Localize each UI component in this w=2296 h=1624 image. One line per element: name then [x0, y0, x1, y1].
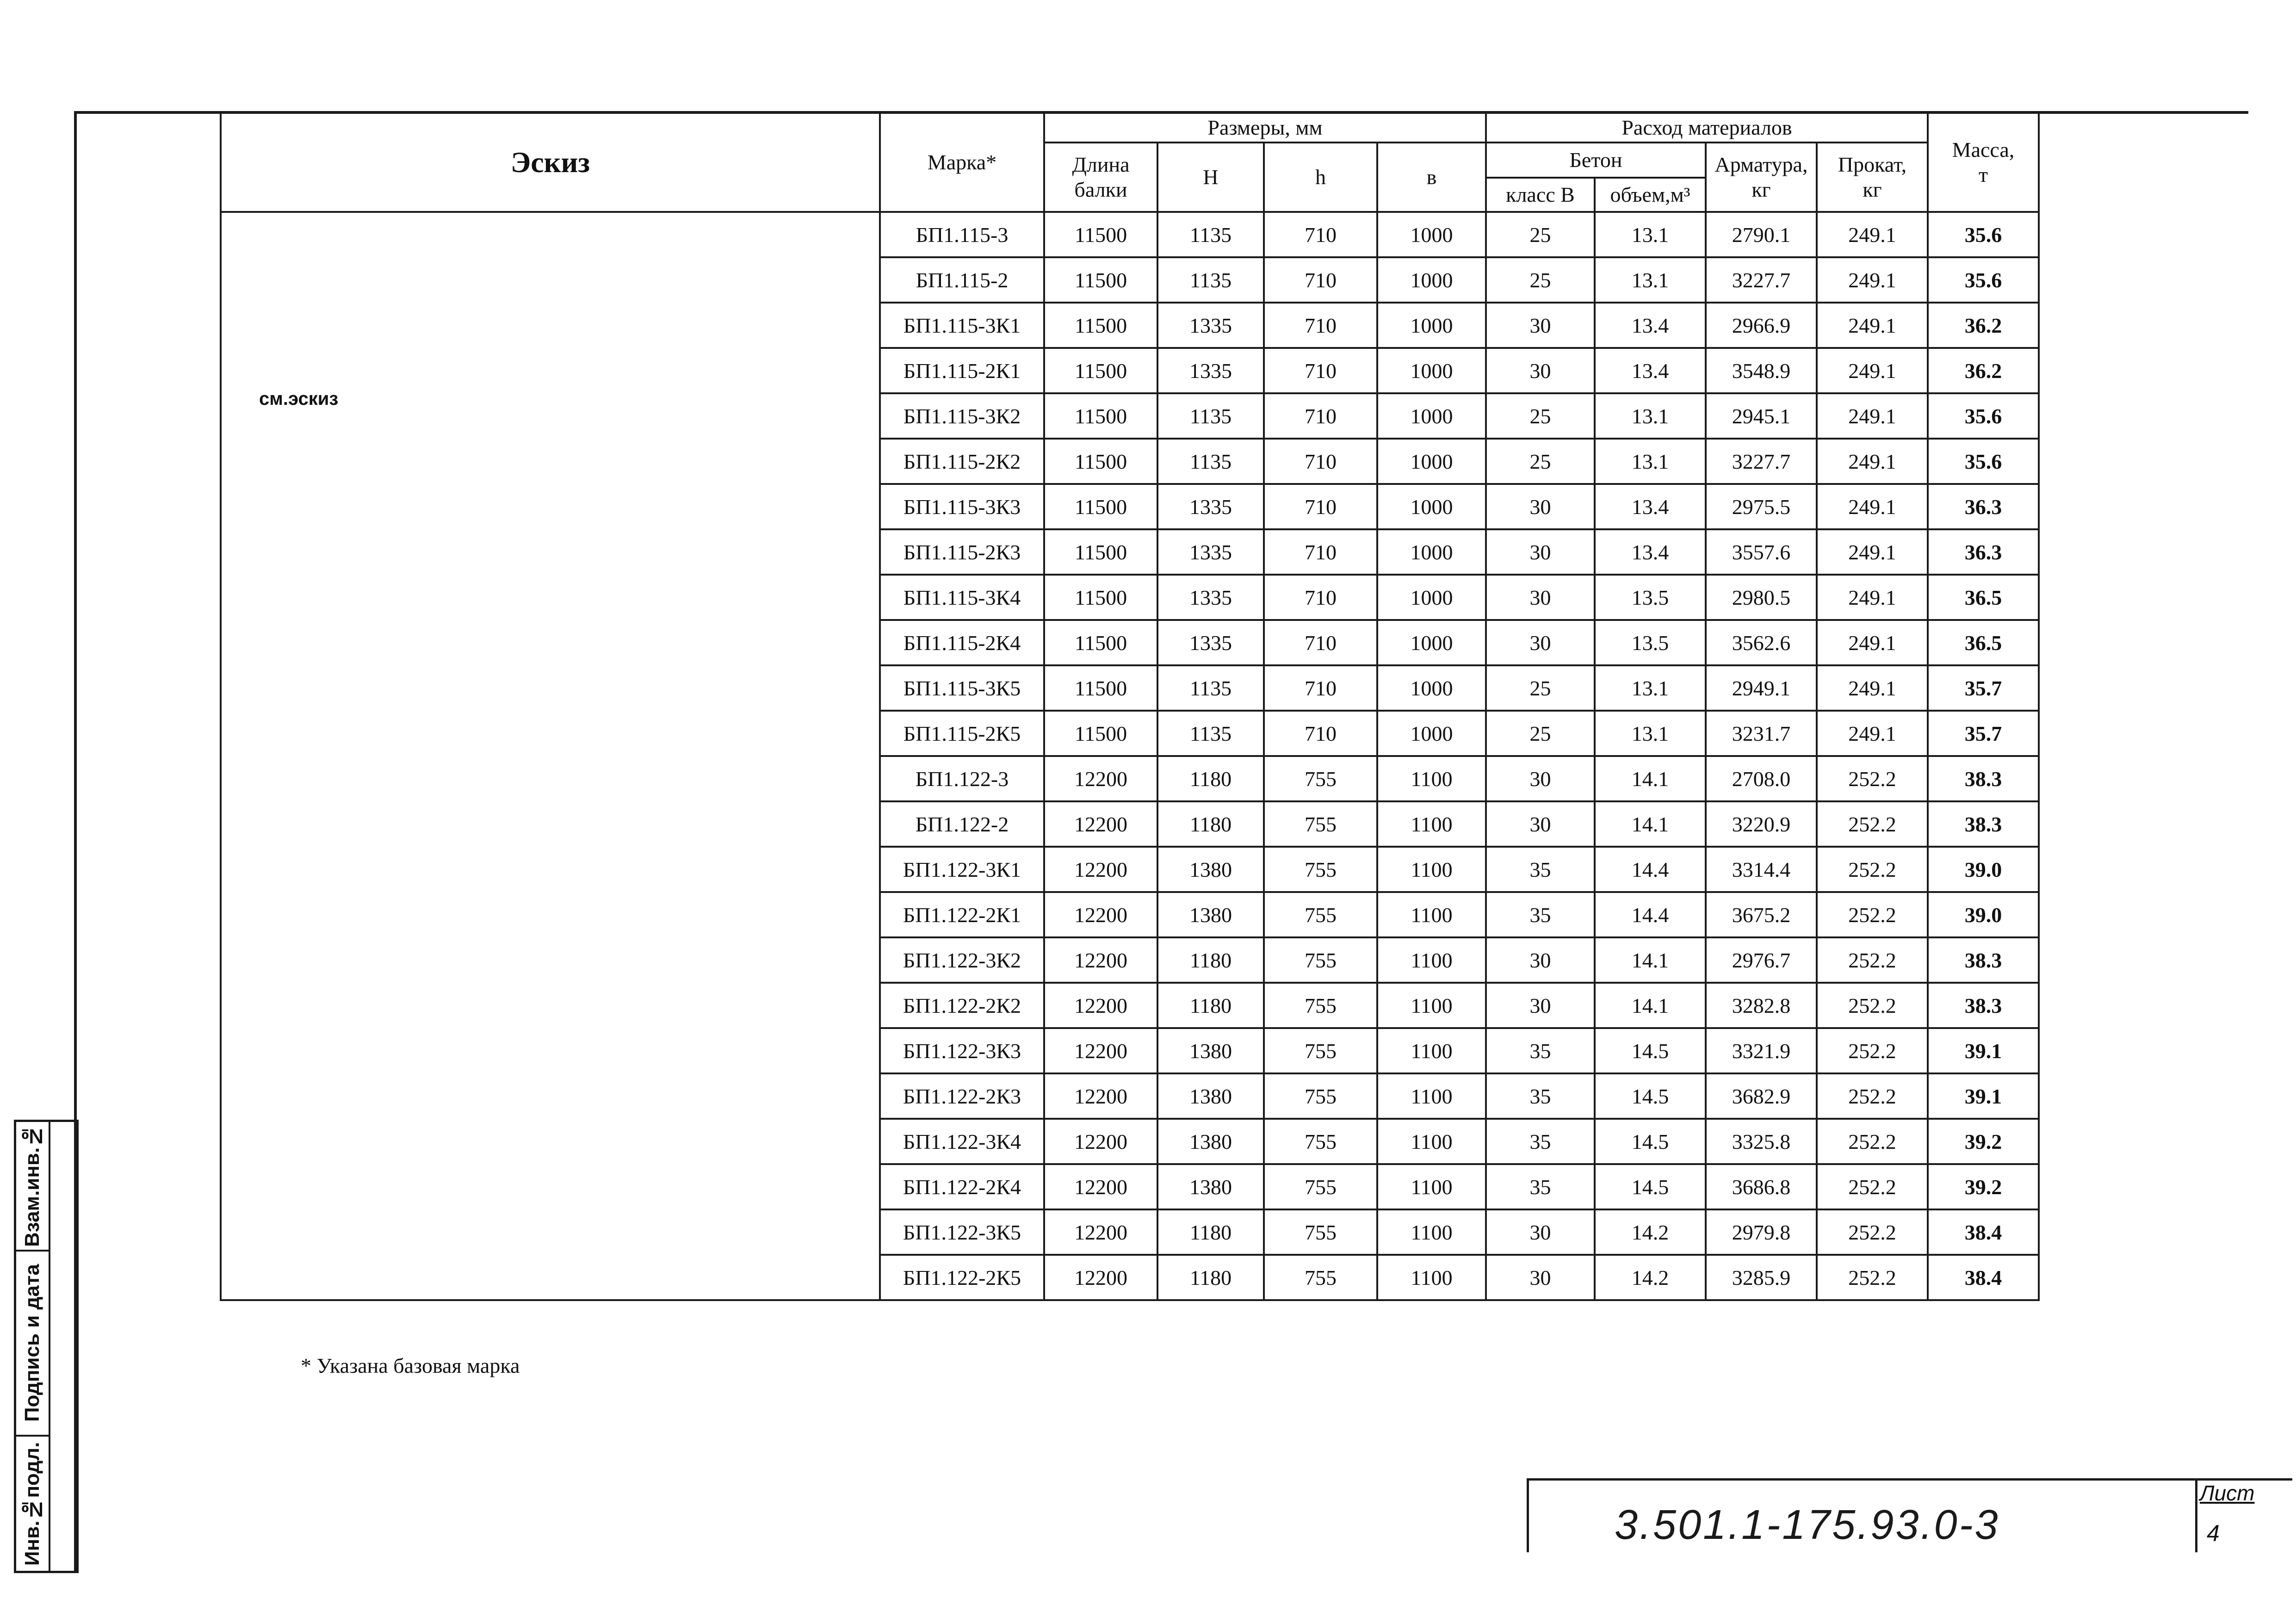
- cell-mass: 35.6: [1928, 257, 2039, 303]
- cell-mark: БП1.122-2К4: [880, 1164, 1044, 1209]
- cell-length: 12200: [1044, 756, 1157, 801]
- cell-H: 1335: [1157, 529, 1264, 575]
- cell-H: 1135: [1157, 711, 1264, 756]
- cell-h: 710: [1264, 711, 1377, 756]
- header-length-line1: Длина: [1072, 153, 1130, 176]
- cell-rolled: 252.2: [1817, 1209, 1928, 1255]
- cell-volume: 14.1: [1595, 801, 1706, 847]
- cell-mark: БП1.122-2: [880, 801, 1044, 847]
- cell-H: 1180: [1157, 801, 1264, 847]
- cell-rolled: 252.2: [1817, 983, 1928, 1028]
- table-row: [221, 212, 2039, 257]
- cell-class: 30: [1486, 303, 1595, 348]
- cell-b: 1000: [1377, 575, 1486, 620]
- cell-length: 11500: [1044, 665, 1157, 711]
- cell-length: 11500: [1044, 711, 1157, 756]
- cell-mass: 38.3: [1928, 983, 2039, 1028]
- cell-rebar: 2975.5: [1706, 484, 1817, 529]
- cell-volume: 13.5: [1595, 620, 1706, 665]
- cell-volume: 13.4: [1595, 484, 1706, 529]
- beam-specification-table: [220, 112, 2040, 1301]
- cell-b: 1000: [1377, 303, 1486, 348]
- sketch-area: [221, 212, 880, 1300]
- cell-H: 1180: [1157, 1255, 1264, 1300]
- cell-class: 30: [1486, 937, 1595, 983]
- cell-rolled: 249.1: [1817, 257, 1928, 303]
- cell-h: 755: [1264, 1164, 1377, 1209]
- cell-H: 1135: [1157, 212, 1264, 257]
- header-rebar-line1: Арматура,: [1714, 153, 1808, 176]
- header-rebar: [1706, 143, 1817, 212]
- cell-mass: 38.3: [1928, 801, 2039, 847]
- cell-mass: 39.0: [1928, 892, 2039, 937]
- cell-mark: БП1.115-3К5: [880, 665, 1044, 711]
- cell-length: 11500: [1044, 575, 1157, 620]
- cell-rebar: 3285.9: [1706, 1255, 1817, 1300]
- cell-mass: 38.4: [1928, 1255, 2039, 1300]
- cell-class: 25: [1486, 393, 1595, 439]
- cell-class: 35: [1486, 892, 1595, 937]
- cell-rolled: 252.2: [1817, 1119, 1928, 1164]
- cell-b: 1100: [1377, 847, 1486, 892]
- cell-length: 12200: [1044, 847, 1157, 892]
- header-class: класс В: [1486, 178, 1595, 212]
- cell-rolled: 249.1: [1817, 529, 1928, 575]
- cell-length: 11500: [1044, 212, 1157, 257]
- cell-volume: 14.1: [1595, 937, 1706, 983]
- cell-volume: 13.1: [1595, 665, 1706, 711]
- cell-rebar: 2949.1: [1706, 665, 1817, 711]
- cell-rebar: 3282.8: [1706, 983, 1817, 1028]
- cell-H: 1180: [1157, 983, 1264, 1028]
- cell-class: 30: [1486, 801, 1595, 847]
- cell-volume: 13.1: [1595, 711, 1706, 756]
- cell-b: 1000: [1377, 711, 1486, 756]
- cell-class: 30: [1486, 756, 1595, 801]
- cell-mass: 36.3: [1928, 484, 2039, 529]
- cell-rebar: 3231.7: [1706, 711, 1817, 756]
- cell-rebar: 2790.1: [1706, 212, 1817, 257]
- cell-mass: 36.3: [1928, 529, 2039, 575]
- cell-mark: БП1.122-3К4: [880, 1119, 1044, 1164]
- side-inv-no: Инв.№подл.: [21, 1442, 43, 1566]
- header-rebar-line2: кг: [1751, 178, 1771, 201]
- cell-length: 11500: [1044, 393, 1157, 439]
- cell-h: 755: [1264, 1028, 1377, 1073]
- cell-length: 12200: [1044, 1164, 1157, 1209]
- cell-h: 710: [1264, 575, 1377, 620]
- side-cell-inv: [16, 1437, 49, 1571]
- cell-class: 30: [1486, 348, 1595, 393]
- cell-mass: 38.4: [1928, 1209, 2039, 1255]
- cell-mass: 35.6: [1928, 439, 2039, 484]
- cell-length: 12200: [1044, 892, 1157, 937]
- cell-h: 755: [1264, 892, 1377, 937]
- cell-mass: 39.0: [1928, 847, 2039, 892]
- cell-h: 710: [1264, 257, 1377, 303]
- cell-h: 710: [1264, 665, 1377, 711]
- cell-length: 11500: [1044, 439, 1157, 484]
- cell-H: 1380: [1157, 1164, 1264, 1209]
- cell-h: 710: [1264, 439, 1377, 484]
- cell-b: 1100: [1377, 1028, 1486, 1073]
- cell-volume: 14.5: [1595, 1119, 1706, 1164]
- cell-H: 1335: [1157, 575, 1264, 620]
- cell-mark: БП1.115-2К3: [880, 529, 1044, 575]
- cell-mass: 35.7: [1928, 665, 2039, 711]
- cell-volume: 13.4: [1595, 303, 1706, 348]
- cell-b: 1100: [1377, 892, 1486, 937]
- sketch-reference-note: см.эскиз: [259, 389, 339, 409]
- cell-class: 25: [1486, 439, 1595, 484]
- header-dimensions: Размеры, мм: [1044, 113, 1486, 143]
- cell-rolled: 252.2: [1817, 1255, 1928, 1300]
- cell-h: 755: [1264, 1119, 1377, 1164]
- cell-volume: 14.4: [1595, 892, 1706, 937]
- cell-h: 755: [1264, 1209, 1377, 1255]
- cell-rebar: 3682.9: [1706, 1073, 1817, 1119]
- cell-mark: БП1.115-3К3: [880, 484, 1044, 529]
- cell-h: 755: [1264, 1255, 1377, 1300]
- side-replace-inv: Взам.инв.№: [21, 1124, 43, 1247]
- cell-length: 11500: [1044, 303, 1157, 348]
- cell-b: 1100: [1377, 1119, 1486, 1164]
- cell-mark: БП1.122-3К1: [880, 847, 1044, 892]
- cell-mass: 36.2: [1928, 303, 2039, 348]
- cell-volume: 13.4: [1595, 529, 1706, 575]
- cell-rolled: 249.1: [1817, 393, 1928, 439]
- cell-H: 1335: [1157, 303, 1264, 348]
- cell-volume: 14.5: [1595, 1028, 1706, 1073]
- cell-rolled: 249.1: [1817, 711, 1928, 756]
- cell-class: 35: [1486, 847, 1595, 892]
- cell-mass: 39.2: [1928, 1164, 2039, 1209]
- cell-b: 1000: [1377, 393, 1486, 439]
- cell-length: 12200: [1044, 1073, 1157, 1119]
- cell-mark: БП1.115-3К2: [880, 393, 1044, 439]
- cell-length: 11500: [1044, 484, 1157, 529]
- cell-volume: 14.5: [1595, 1073, 1706, 1119]
- cell-mark: БП1.122-3: [880, 756, 1044, 801]
- cell-h: 710: [1264, 484, 1377, 529]
- header-H: Н: [1157, 143, 1264, 212]
- cell-length: 11500: [1044, 257, 1157, 303]
- cell-length: 12200: [1044, 1119, 1157, 1164]
- cell-h: 710: [1264, 348, 1377, 393]
- cell-H: 1335: [1157, 484, 1264, 529]
- cell-b: 1000: [1377, 257, 1486, 303]
- cell-class: 30: [1486, 620, 1595, 665]
- cell-H: 1380: [1157, 1119, 1264, 1164]
- cell-volume: 14.4: [1595, 847, 1706, 892]
- cell-mark: БП1.122-2К1: [880, 892, 1044, 937]
- cell-rebar: 3321.9: [1706, 1028, 1817, 1073]
- cell-H: 1135: [1157, 393, 1264, 439]
- cell-b: 1000: [1377, 620, 1486, 665]
- footnote: * Указана базовая марка: [301, 1354, 520, 1377]
- cell-class: 30: [1486, 1209, 1595, 1255]
- cell-mass: 39.1: [1928, 1073, 2039, 1119]
- cell-mark: БП1.122-2К3: [880, 1073, 1044, 1119]
- cell-volume: 13.1: [1595, 393, 1706, 439]
- cell-mark: БП1.115-2К5: [880, 711, 1044, 756]
- cell-mark: БП1.115-2К4: [880, 620, 1044, 665]
- sheet-number: 4: [2207, 1520, 2220, 1546]
- side-divider: [49, 1122, 50, 1571]
- cell-volume: 14.1: [1595, 756, 1706, 801]
- cell-mass: 35.6: [1928, 212, 2039, 257]
- cell-mark: БП1.122-3К2: [880, 937, 1044, 983]
- cell-class: 35: [1486, 1164, 1595, 1209]
- cell-H: 1135: [1157, 665, 1264, 711]
- cell-rebar: 3227.7: [1706, 439, 1817, 484]
- cell-mark: БП1.115-2К2: [880, 439, 1044, 484]
- cell-rolled: 252.2: [1817, 1028, 1928, 1073]
- cell-h: 710: [1264, 212, 1377, 257]
- cell-rolled: 252.2: [1817, 892, 1928, 937]
- cell-rolled: 249.1: [1817, 303, 1928, 348]
- cell-mass: 36.5: [1928, 575, 2039, 620]
- cell-H: 1135: [1157, 439, 1264, 484]
- cell-class: 25: [1486, 711, 1595, 756]
- cell-mass: 38.3: [1928, 937, 2039, 983]
- cell-rolled: 252.2: [1817, 937, 1928, 983]
- cell-h: 755: [1264, 983, 1377, 1028]
- cell-rebar: 2979.8: [1706, 1209, 1817, 1255]
- cell-rebar: 2976.7: [1706, 937, 1817, 983]
- cell-rolled: 252.2: [1817, 801, 1928, 847]
- cell-h: 755: [1264, 937, 1377, 983]
- cell-length: 11500: [1044, 348, 1157, 393]
- header-b: в: [1377, 143, 1486, 212]
- side-stamp: [14, 1120, 79, 1573]
- cell-length: 11500: [1044, 620, 1157, 665]
- cell-mark: БП1.122-2К2: [880, 983, 1044, 1028]
- cell-rolled: 252.2: [1817, 847, 1928, 892]
- cell-H: 1335: [1157, 620, 1264, 665]
- cell-b: 1000: [1377, 348, 1486, 393]
- cell-class: 30: [1486, 529, 1595, 575]
- cell-mark: БП1.122-3К3: [880, 1028, 1044, 1073]
- cell-rebar: 3325.8: [1706, 1119, 1817, 1164]
- cell-h: 755: [1264, 1073, 1377, 1119]
- cell-volume: 14.1: [1595, 983, 1706, 1028]
- header-volume: объем,м³: [1595, 178, 1706, 212]
- header-rolled: [1817, 143, 1928, 212]
- cell-b: 1100: [1377, 983, 1486, 1028]
- side-cell-replace: [16, 1122, 49, 1252]
- cell-volume: 13.1: [1595, 257, 1706, 303]
- cell-rebar: 3562.6: [1706, 620, 1817, 665]
- side-sign-date: Подпись и дата: [21, 1264, 43, 1422]
- cell-H: 1380: [1157, 847, 1264, 892]
- sheet-label: Лист: [2200, 1481, 2255, 1505]
- cell-length: 11500: [1044, 529, 1157, 575]
- cell-rolled: 249.1: [1817, 665, 1928, 711]
- cell-rolled: 252.2: [1817, 1164, 1928, 1209]
- cell-volume: 13.4: [1595, 348, 1706, 393]
- cell-h: 710: [1264, 303, 1377, 348]
- header-mass-line2: т: [1978, 163, 1988, 186]
- cell-b: 1100: [1377, 937, 1486, 983]
- cell-rebar: 3220.9: [1706, 801, 1817, 847]
- cell-rolled: 249.1: [1817, 439, 1928, 484]
- cell-class: 35: [1486, 1028, 1595, 1073]
- cell-rolled: 252.2: [1817, 1073, 1928, 1119]
- cell-class: 25: [1486, 212, 1595, 257]
- cell-mass: 38.3: [1928, 756, 2039, 801]
- cell-class: 25: [1486, 257, 1595, 303]
- cell-volume: 14.5: [1595, 1164, 1706, 1209]
- cell-h: 710: [1264, 393, 1377, 439]
- cell-h: 755: [1264, 756, 1377, 801]
- cell-rebar: 2966.9: [1706, 303, 1817, 348]
- cell-length: 12200: [1044, 1209, 1157, 1255]
- cell-volume: 14.2: [1595, 1255, 1706, 1300]
- cell-mark: БП1.115-3К4: [880, 575, 1044, 620]
- cell-mass: 36.5: [1928, 620, 2039, 665]
- cell-b: 1100: [1377, 1073, 1486, 1119]
- cell-h: 755: [1264, 847, 1377, 892]
- header-h: h: [1264, 143, 1377, 212]
- cell-volume: 13.5: [1595, 575, 1706, 620]
- cell-H: 1180: [1157, 937, 1264, 983]
- cell-H: 1380: [1157, 892, 1264, 937]
- cell-mark: БП1.115-2: [880, 257, 1044, 303]
- cell-mark: БП1.115-2К1: [880, 348, 1044, 393]
- cell-b: 1100: [1377, 756, 1486, 801]
- cell-rolled: 252.2: [1817, 756, 1928, 801]
- cell-mass: 35.6: [1928, 393, 2039, 439]
- cell-H: 1180: [1157, 1209, 1264, 1255]
- header-materials: Расход материалов: [1486, 113, 1928, 143]
- cell-volume: 13.1: [1595, 439, 1706, 484]
- cell-mark: БП1.115-3: [880, 212, 1044, 257]
- cell-rebar: 3227.7: [1706, 257, 1817, 303]
- cell-b: 1100: [1377, 801, 1486, 847]
- side-cell-sign: [16, 1252, 49, 1437]
- cell-length: 12200: [1044, 937, 1157, 983]
- cell-class: 35: [1486, 1119, 1595, 1164]
- cell-rebar: 3314.4: [1706, 847, 1817, 892]
- cell-rebar: 2708.0: [1706, 756, 1817, 801]
- cell-h: 710: [1264, 620, 1377, 665]
- cell-class: 35: [1486, 1073, 1595, 1119]
- cell-class: 30: [1486, 983, 1595, 1028]
- cell-b: 1000: [1377, 212, 1486, 257]
- cell-mark: БП1.115-3К1: [880, 303, 1044, 348]
- cell-h: 755: [1264, 801, 1377, 847]
- header-rolled-line1: Прокат,: [1838, 153, 1907, 176]
- header-rolled-line2: кг: [1863, 178, 1882, 201]
- cell-rolled: 249.1: [1817, 620, 1928, 665]
- cell-rolled: 249.1: [1817, 575, 1928, 620]
- cell-length: 12200: [1044, 1255, 1157, 1300]
- cell-mark: БП1.122-2К5: [880, 1255, 1044, 1300]
- cell-class: 25: [1486, 665, 1595, 711]
- cell-mass: 39.2: [1928, 1119, 2039, 1164]
- header-length: [1044, 143, 1157, 212]
- header-length-line2: балки: [1074, 178, 1127, 201]
- cell-rebar: 3686.8: [1706, 1164, 1817, 1209]
- cell-b: 1000: [1377, 665, 1486, 711]
- cell-rolled: 249.1: [1817, 212, 1928, 257]
- cell-mark: БП1.122-3К5: [880, 1209, 1044, 1255]
- cell-H: 1135: [1157, 257, 1264, 303]
- cell-H: 1380: [1157, 1073, 1264, 1119]
- header-concrete: Бетон: [1486, 143, 1706, 178]
- cell-H: 1380: [1157, 1028, 1264, 1073]
- cell-volume: 14.2: [1595, 1209, 1706, 1255]
- cell-rebar: 3548.9: [1706, 348, 1817, 393]
- cell-rebar: 3675.2: [1706, 892, 1817, 937]
- cell-mass: 35.7: [1928, 711, 2039, 756]
- cell-b: 1000: [1377, 484, 1486, 529]
- cell-b: 1000: [1377, 529, 1486, 575]
- cell-rebar: 3557.6: [1706, 529, 1817, 575]
- cell-b: 1000: [1377, 439, 1486, 484]
- cell-length: 12200: [1044, 983, 1157, 1028]
- cell-H: 1335: [1157, 348, 1264, 393]
- cell-rebar: 2980.5: [1706, 575, 1817, 620]
- cell-length: 12200: [1044, 1028, 1157, 1073]
- document-code: 3.501.1-175.93.0-3: [1615, 1502, 2000, 1548]
- cell-rolled: 249.1: [1817, 484, 1928, 529]
- cell-b: 1100: [1377, 1209, 1486, 1255]
- cell-mass: 39.1: [1928, 1028, 2039, 1073]
- cell-class: 30: [1486, 484, 1595, 529]
- cell-length: 12200: [1044, 801, 1157, 847]
- header-sketch: Эскиз: [221, 113, 880, 212]
- header-mark: Марка*: [880, 113, 1044, 212]
- cell-b: 1100: [1377, 1255, 1486, 1300]
- cell-volume: 13.1: [1595, 212, 1706, 257]
- cell-h: 710: [1264, 529, 1377, 575]
- cell-H: 1180: [1157, 756, 1264, 801]
- cell-rolled: 249.1: [1817, 348, 1928, 393]
- cell-b: 1100: [1377, 1164, 1486, 1209]
- cell-mass: 36.2: [1928, 348, 2039, 393]
- cell-class: 30: [1486, 1255, 1595, 1300]
- header-mass: [1928, 113, 2039, 212]
- cell-class: 30: [1486, 575, 1595, 620]
- header-mass-line1: Масса,: [1952, 138, 2015, 161]
- cell-rebar: 2945.1: [1706, 393, 1817, 439]
